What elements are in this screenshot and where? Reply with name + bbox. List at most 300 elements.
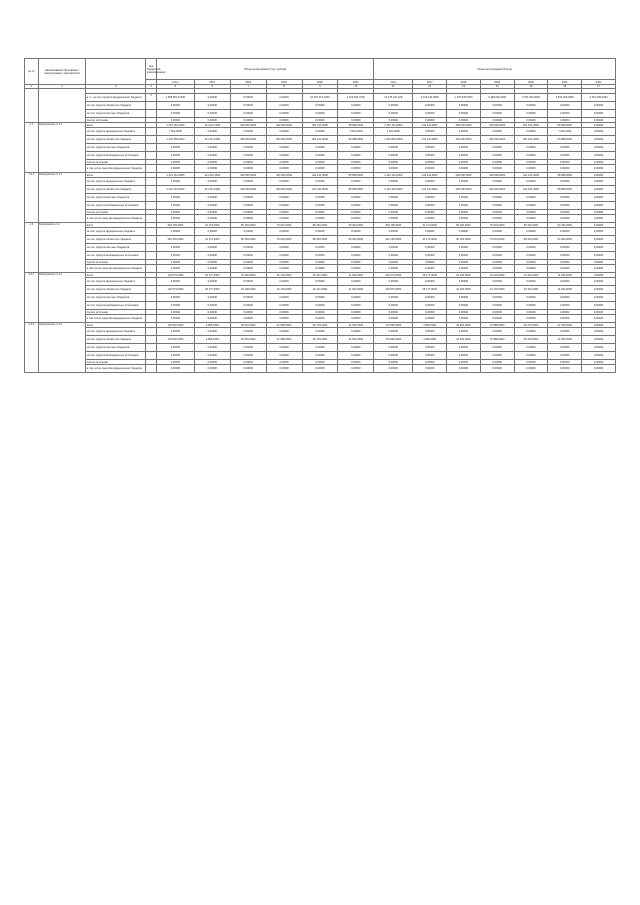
amount-cell: 0,00000 [302,152,338,160]
amount-cell: 50 988,0000 [548,136,582,144]
amount-cell: 0,00000 [582,294,616,302]
amount-cell: 0,00000 [413,302,447,310]
amount-cell: 0,00000 [480,260,514,265]
amount-cell: 400 000,0000 [480,123,514,128]
amount-cell: 0,00000 [156,244,194,252]
funding-source: прочие источники [86,310,146,315]
table-row [25,328,616,336]
header-num: № пп [25,59,39,85]
amount-cell: 0,00000 [156,160,194,165]
amount-cell: 0,00000 [230,278,266,286]
amount-cell: 400 000,0000 [480,136,514,144]
amount-cell: 0,00000 [302,144,338,152]
amount-cell: 0,00000 [302,328,338,336]
table-row [25,144,616,152]
amount-cell: 41 532,0000 [548,336,582,344]
amount-cell: 400 000,0000 [230,123,266,128]
amount-cell: 0,00000 [548,310,582,315]
amount-cell: 0,00000 [514,215,548,223]
amount-cell: 11 932,0000 [548,273,582,278]
funding-source: за счет средств внебюджетных источников [86,252,146,260]
amount-cell: 0,00000 [413,102,447,110]
amount-cell: 0,00000 [194,344,230,352]
funding-source: за счет средств областного бюджета [86,102,146,110]
header-year-dollar: 2018 [447,80,481,85]
amount-cell: 58 589,0000 [338,123,374,128]
amount-cell: 0,00000 [480,344,514,352]
amount-cell: 0,00000 [480,160,514,165]
amount-cell: 303 135,0000 [374,236,413,244]
amount-cell: 31 190,0000 [230,286,266,294]
amount-cell: 0,00000 [156,110,194,118]
table-row [25,265,616,273]
amount-cell: 0,00000 [302,252,338,260]
amount-cell: 31 190,0000 [230,273,266,278]
amount-cell: 0,00000 [413,252,447,260]
table-row [25,352,616,360]
funding-source: за счет средств областного бюджета [86,336,146,344]
table-row [25,344,616,352]
amount-cell: 0,00000 [480,365,514,373]
amount-cell: 0,00000 [582,186,616,194]
amount-cell: 0,00000 [338,160,374,165]
amount-cell: 0,00000 [194,144,230,152]
funding-source: прочие источники [86,210,146,215]
program-name: Мероприятие 1.1.1 [38,173,85,223]
amount-cell: 0,00000 [230,302,266,310]
amount-cell: 53 464,0000 [338,223,374,228]
amount-cell: 0,00000 [447,165,481,173]
amount-cell: 0,00000 [194,360,230,365]
amount-cell: 0,00000 [266,360,302,365]
amount-cell: 0,00000 [480,252,514,260]
amount-cell: 0,00000 [582,123,616,128]
table-row [25,202,616,210]
amount-cell: 0,00000 [156,310,194,315]
amount-cell: 0,00000 [582,360,616,365]
amount-cell: 0,00000 [374,160,413,165]
amount-cell: 0,00000 [413,328,447,336]
amount-cell: 0,00000 [302,110,338,118]
amount-cell: 0,00000 [302,102,338,110]
table-row [25,365,616,373]
amount-cell: 4 996,0000 [413,336,447,344]
funding-source: всего [86,123,146,128]
amount-cell: 7 601,0000 [548,128,582,136]
table-row [25,215,616,223]
amount-cell: 0,00000 [302,128,338,136]
amount-cell: 23 141,0000 [514,273,548,278]
table-row [25,228,616,236]
amount-cell: 0,00000 [230,128,266,136]
amount-cell: 0,00000 [413,360,447,365]
amount-cell: 0,00000 [156,165,194,173]
funding-source: за счет средств областного бюджета [86,186,146,194]
amount-cell: 0,00000 [582,136,616,144]
amount-cell: 0,00000 [374,302,413,310]
amount-cell: 0,00000 [230,178,266,186]
amount-cell: 0,00000 [582,323,616,328]
funding-source: в т.ч. за счет средств федерального бюджета [86,94,146,102]
funding-source: за счет средств местных бюджетов [86,194,146,202]
amount-cell: 0,00000 [230,265,266,273]
row-number: 1.2 [25,223,39,273]
amount-cell: 0,00000 [338,165,374,173]
amount-cell: 400 000,0000 [447,173,481,178]
amount-cell: 0,00000 [447,215,481,223]
amount-cell: 0,00000 [194,365,230,373]
amount-cell: 89 316,0000 [514,236,548,244]
amount-cell: 0,00000 [582,244,616,252]
amount-cell: 79 001,0000 [266,223,302,228]
amount-cell: 0,00000 [548,110,582,118]
header-year-thousand: 2021 [338,80,374,85]
amount-cell: 0,00000 [338,118,374,123]
amount-cell: 0,00000 [266,328,302,336]
amount-cell: 0,00000 [230,344,266,352]
amount-cell: 0,00000 [374,215,413,223]
amount-cell: 0,00000 [156,178,194,186]
amount-cell: 0,00000 [447,260,481,265]
amount-cell: 303 135,0000 [374,223,413,228]
amount-cell: 400 000,0000 [480,186,514,194]
amount-cell: 0,00000 [480,194,514,202]
amount-cell: 0,00000 [230,228,266,236]
amount-cell: 50 181,0000 [447,236,481,244]
amount-cell: 451 161,0000 [514,123,548,128]
amount-cell: 0,00000 [302,118,338,123]
header-year-thousand: 2019 [266,80,302,85]
amount-cell: 31 190,0000 [447,286,481,294]
amount-cell: 0,00000 [302,265,338,273]
amount-cell: 1 441 161,0000 [156,173,194,178]
header-year-dollar: 2019 [480,80,514,85]
amount-cell: 53 464,0000 [338,236,374,244]
funding-source: в том числе средства федерального бюджета [86,365,146,373]
amount-cell: 0,00000 [480,118,514,123]
amount-cell: 0,00000 [582,328,616,336]
budget-code [146,302,157,310]
funding-source: за счет средств местных бюджетов [86,294,146,302]
budget-code [146,328,157,336]
amount-cell: 0,00000 [480,202,514,210]
budget-code [146,178,157,186]
amount-cell: 0,00000 [514,194,548,202]
amount-cell: 0,00000 [230,144,266,152]
amount-cell: 0,00000 [447,228,481,236]
amount-cell: 0,00000 [374,328,413,336]
budget-code [146,102,157,110]
amount-cell: 0,00000 [582,102,616,110]
amount-cell: 0,00000 [156,215,194,223]
amount-cell: 18 991,0000 [447,336,481,344]
amount-cell: 26 177,0000 [194,286,230,294]
amount-cell: 0,00000 [413,144,447,152]
amount-cell: 0,00000 [156,265,194,273]
amount-cell: 13 175 107,228 [374,94,413,102]
amount-cell: 26 177,0000 [413,286,447,294]
amount-cell: 0,00000 [447,244,481,252]
amount-cell: 0,00000 [582,336,616,344]
table-row [25,194,616,202]
budget-code [146,344,157,352]
amount-cell: 0,00000 [194,102,230,110]
column-index: 3 [86,85,146,89]
amount-cell: 0,00000 [548,144,582,152]
amount-cell: 0,00000 [266,252,302,260]
funding-source: за счет средств федерального бюджета [86,328,146,336]
table-row [25,110,616,118]
amount-cell: 0,00000 [582,278,616,286]
amount-cell: 0,00000 [266,202,302,210]
amount-cell: 0,00000 [480,144,514,152]
amount-cell: 0,00000 [266,128,302,136]
amount-cell: 0,00000 [194,302,230,310]
amount-cell: 0,00000 [548,302,582,310]
row-number: 1.1 [25,123,39,173]
amount-cell: 0,00000 [514,202,548,210]
budget-code [146,244,157,252]
amount-cell: 0,00000 [338,365,374,373]
budget-code [146,152,157,160]
amount-cell: 0,00000 [302,278,338,286]
amount-cell: 0,00000 [447,360,481,365]
amount-cell: 0,00000 [302,160,338,165]
amount-cell: 0,00000 [230,260,266,265]
amount-cell: 0,00000 [447,328,481,336]
amount-cell: 0,00000 [514,160,548,165]
amount-cell: 53 464,0000 [548,223,582,228]
amount-cell: 0,00000 [582,286,616,294]
amount-cell: 0,00000 [548,315,582,323]
funding-source: всего [86,223,146,228]
header-group-dollar: Объем ассигнований ($ млн) [374,59,616,80]
amount-cell: 179 562,0000 [156,323,194,328]
amount-cell: 0,00000 [447,178,481,186]
amount-cell: 89 316,0000 [302,223,338,228]
amount-cell: 0,00000 [548,160,582,165]
amount-cell: 18 991,0000 [230,336,266,344]
amount-cell: 31 173,0000 [194,236,230,244]
amount-cell: 1 385 551,37200 [156,94,194,102]
table-row [25,236,616,244]
funding-source: всего [86,323,146,328]
amount-cell: 66 175,0000 [302,336,338,344]
amount-cell: 0,00000 [266,344,302,352]
table-row [25,102,616,110]
column-index: 13 [447,85,481,89]
amount-cell: 0,00000 [194,202,230,210]
amount-cell: 0,00000 [302,202,338,210]
amount-cell: 0,00000 [230,110,266,118]
amount-cell: 0,00000 [514,294,548,302]
amount-cell: 0,00000 [413,128,447,136]
funding-source: за счет средств местных бюджетов [86,144,146,152]
amount-cell: 0,00000 [156,202,194,210]
amount-cell: 0,00000 [156,252,194,260]
amount-cell: 0,00000 [338,302,374,310]
amount-cell: 0,00000 [582,315,616,323]
program-name [38,89,85,123]
amount-cell: 0,00000 [514,302,548,310]
amount-cell: 0,00000 [374,118,413,123]
row-number: 1.1.1 [25,173,39,223]
amount-cell: 0,00000 [374,360,413,365]
amount-cell: 0,00000 [514,344,548,352]
amount-cell: 0,00000 [230,365,266,373]
header-group-thousand: Объем ассигнований (тыс. рублей) [156,59,373,80]
funding-source: за счет средств федерального бюджета [86,178,146,186]
amount-cell: 4 996,0000 [413,323,447,328]
amount-cell: 0,00000 [230,210,266,215]
column-index: 16 [548,85,582,89]
table-row [25,165,616,173]
amount-cell: 0,00000 [374,352,413,360]
amount-cell: 0,00000 [194,228,230,236]
amount-cell: 0,00000 [514,165,548,173]
amount-cell: 11 932,0000 [338,286,374,294]
amount-cell: 0,00000 [582,160,616,165]
amount-cell: 0,00000 [266,144,302,152]
amount-cell: 0,00000 [447,252,481,260]
amount-cell: 0,00000 [266,352,302,360]
table-row [25,252,616,260]
budget-code [146,110,157,118]
amount-cell: 0,00000 [548,244,582,252]
header-year-dollar: 2020 [514,80,548,85]
amount-cell: 1 451 161,0000 [374,123,413,128]
row-number: 1.2.1 [25,273,39,323]
amount-cell: 0,00000 [582,194,616,202]
budget-code [146,165,157,173]
budget-code [146,136,157,144]
amount-cell: 0,00000 [230,294,266,302]
header-name: Наименование Программы / подпрограммы / мероприятия [38,59,85,85]
amount-cell: 0,00000 [156,118,194,123]
amount-cell: 0,00000 [156,228,194,236]
amount-cell: 0,00000 [413,278,447,286]
amount-cell: 50 181,0000 [230,236,266,244]
budget-code: Х [146,94,157,102]
budget-code [146,215,157,223]
amount-cell: 23 141,0000 [302,273,338,278]
amount-cell: 0,00000 [582,310,616,315]
amount-cell: 0,00000 [548,228,582,236]
amount-cell: 0,00000 [338,110,374,118]
amount-cell: 0,00000 [302,294,338,302]
amount-cell: 0,00000 [194,178,230,186]
header-year-thousand: 2017 [194,80,230,85]
amount-cell: 0,00000 [156,210,194,215]
funding-source: в том числе средства федерального бюджета [86,215,146,223]
amount-cell: 0,00000 [413,352,447,360]
amount-cell: 0,00000 [548,352,582,360]
amount-cell: 0,00000 [413,178,447,186]
header-year-dollar: итого [374,80,413,85]
amount-cell: 0,00000 [374,244,413,252]
amount-cell: 0,00000 [514,102,548,110]
amount-cell: 0,00000 [514,260,548,265]
column-index: 5 [156,85,194,89]
header-code: Код бюджетной классификации [146,59,157,80]
budget-code [146,128,157,136]
budget-code [146,265,157,273]
table-row [25,244,616,252]
amount-cell: 31 173,0000 [194,223,230,228]
amount-cell: 0,00000 [514,144,548,152]
funding-source: за счет средств областного бюджета [86,286,146,294]
amount-cell: 0,00000 [374,165,413,173]
amount-cell: 66 175,0000 [514,336,548,344]
amount-cell: 0,00000 [302,352,338,360]
funding-source: за счет средств внебюджетных источников [86,202,146,210]
amount-cell: 0,00000 [447,315,481,323]
column-index: 17 [582,85,616,89]
amount-cell: 0,00000 [548,165,582,173]
amount-cell: 0,00000 [302,302,338,310]
amount-cell: 4 996,0000 [194,323,230,328]
header-year-dollar: 2017 [413,80,447,85]
amount-cell: 0,00000 [230,315,266,323]
column-index: 1 [25,85,39,89]
table-row [25,302,616,310]
amount-cell: 0,00000 [374,278,413,286]
amount-cell: 0,00000 [582,144,616,152]
amount-cell: 400 000,0000 [266,173,302,178]
budget-sheet [24,58,616,373]
amount-cell: 47 868,0000 [480,336,514,344]
amount-cell: 1 451 161,0000 [156,123,194,128]
amount-cell: 0,00000 [447,110,481,118]
amount-cell: 0,00000 [338,202,374,210]
funding-source: за счет средств местных бюджетов [86,110,146,118]
amount-cell: 0,00000 [447,365,481,373]
amount-cell: 451 161,0000 [302,123,338,128]
amount-cell: 0,00000 [266,365,302,373]
funding-source: за счет средств местных бюджетов [86,344,146,352]
amount-cell: 11 932,0000 [338,273,374,278]
amount-cell: 0,00000 [374,110,413,118]
amount-cell: 18 991,0000 [447,323,481,328]
amount-cell: 0,00000 [447,194,481,202]
amount-cell: 0,00000 [548,102,582,110]
amount-cell: 0,00000 [480,210,514,215]
amount-cell: 123 573,0000 [374,286,413,294]
amount-cell: 0,00000 [447,344,481,352]
amount-cell: 0,00000 [302,365,338,373]
amount-cell: 0,00000 [266,94,302,102]
amount-cell: 0,00000 [582,252,616,260]
program-name: Мероприятие 1.1.1 [38,123,85,173]
amount-cell: 0,00000 [266,215,302,223]
amount-cell: 0,00000 [514,152,548,160]
amount-cell: 0,00000 [230,328,266,336]
amount-cell: 0,00000 [548,278,582,286]
amount-cell: 141 411,0000 [194,173,230,178]
amount-cell: 0,00000 [582,210,616,215]
amount-cell: 0,00000 [374,144,413,152]
amount-cell: 31 173,0000 [413,236,447,244]
amount-cell: 58 589,0000 [548,186,582,194]
amount-cell: 89 316,0000 [514,223,548,228]
amount-cell: 0,00000 [266,310,302,315]
amount-cell: 0,00000 [514,315,548,323]
amount-cell: 0,00000 [374,152,413,160]
amount-cell: 400 000,0000 [230,186,266,194]
amount-cell: 0,00000 [266,210,302,215]
amount-cell: 0,00000 [447,160,481,165]
header-source [86,59,146,85]
